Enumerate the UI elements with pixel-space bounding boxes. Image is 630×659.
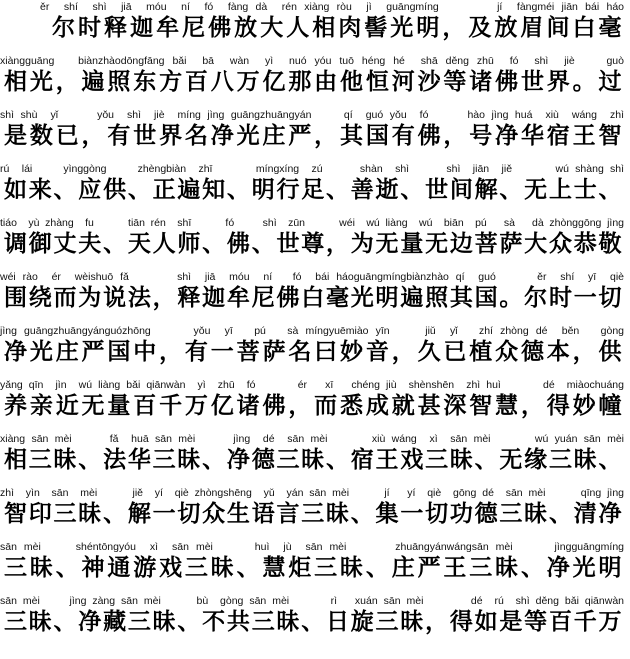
pinyin-line: wéi rào ér wèishuō fǎ shì jiā móu ní fó bái háoguāngmíngbiànzhào qí guó ěr shí yī qiè — [0, 271, 624, 283]
hanzi-line: 智印三昧、解一切众生语言三昧、集一切功德三昧、清净 — [4, 501, 622, 527]
pinyin-line: yǎng qīn jìn wú liàng bǎi qiānwàn yì zhū fó ér xī chéng jiù shènshēn zhì huì dé miàochuáng — [0, 379, 624, 391]
hanzi-line: 养亲近无量百千万亿诸佛，而悉成就甚深智慧，得妙幢 — [4, 393, 622, 419]
text-line-7 — [0, 324, 630, 378]
text-line-10 — [0, 486, 630, 540]
pinyin-line: ěr shí shì jiā móu ní fó fàng dà rén xiàng ròu jì guāngmíng jí fàngméi jiān bái háo — [40, 1, 624, 13]
hanzi-line: 净光庄严国中，有一菩萨名曰妙音，久已植众德本，供 — [4, 339, 622, 365]
text-line-12 — [0, 594, 630, 648]
hanzi-line: 三昧、净藏三昧、不共三昧、日旋三昧，得如是等百千万 — [4, 609, 622, 635]
hanzi-line: 三昧、神通游戏三昧、慧炬三昧、庄严王三昧、净光明 — [4, 555, 622, 581]
text-line-6 — [0, 270, 630, 324]
pinyin-line: tiáo yù zhàng fu tiān rén shī fó shì zūn wéi wú liàng wú biān pú sà dà zhònggōng jìng — [0, 217, 624, 229]
text-line-11 — [0, 540, 630, 594]
text-line-4 — [0, 162, 630, 216]
hanzi-line: 调御丈夫、天人师、佛、世尊，为无量无边菩萨大众恭敬 — [4, 231, 622, 257]
hanzi-line: 尔时释迦牟尼佛放大人相肉髻光明，及放眉间白毫 — [52, 15, 622, 41]
pinyin-line: zhì yìn sān mèi jiě yí qiè zhòngshēng yǔ yán sān mèi jí yí qiè gōng dé sān mèi qīng jìng — [0, 487, 624, 499]
text-line-5 — [0, 216, 630, 270]
hanzi-line: 围绕而为说法，释迦牟尼佛白毫光明遍照其国。尔时一切 — [4, 285, 622, 311]
pinyin-line: sān mèi shéntōngyóu xì sān mèi huì jù sān mèi zhuāngyánwángsān mèi jìngguāngmíng — [0, 541, 624, 553]
text-line-9 — [0, 432, 630, 486]
hanzi-line: 相三昧、法华三昧、净德三昧、宿王戏三昧、无缘三昧、 — [4, 447, 622, 473]
hanzi-line: 如来、应供、正遍知、明行足、善逝、世间解、无上士、 — [4, 177, 622, 203]
pinyin-line: shì shù yǐ yǒu shì jiè míng jìng guāngzhuāngyán qí guó yǒu fó hào jìng huá xiù wáng zhì — [0, 109, 624, 121]
pinyin-line: xiàngguāng biànzhàodōngfāng bǎi bā wàn yì nuó yóu tuō héng hé shā děng zhū fó shì jiè guò — [0, 55, 624, 67]
text-line-2 — [0, 54, 630, 108]
pinyin-line: jìng guāngzhuāngyánguózhōng yǒu yī pú sà míngyuēmiào yīn jiǔ yǐ zhí zhòng dé běn gòng — [0, 325, 624, 337]
pinyin-line: xiàng sān mèi fǎ huā sān mèi jìng dé sān mèi xiù wáng xì sān mèi wú yuán sān mèi — [0, 433, 624, 445]
hanzi-line: 相光，遍照东方百八万亿那由他恒河沙等诸佛世界。过 — [4, 69, 622, 95]
text-line-3 — [0, 108, 630, 162]
text-line-1 — [0, 0, 630, 54]
hanzi-line: 是数已，有世界名净光庄严，其国有佛，号净华宿王智 — [4, 123, 622, 149]
pinyin-line: sān mèi jìng zàng sān mèi bù gòng sān mèi rì xuán sān mèi dé rú shì děng bǎi qiānwàn — [0, 595, 624, 607]
text-line-8 — [0, 378, 630, 432]
pinyin-line: rú lái yìnggòng zhèngbiàn zhī míngxíng zú shàn shì shì jiān jiě wú shàng shì — [0, 163, 624, 175]
